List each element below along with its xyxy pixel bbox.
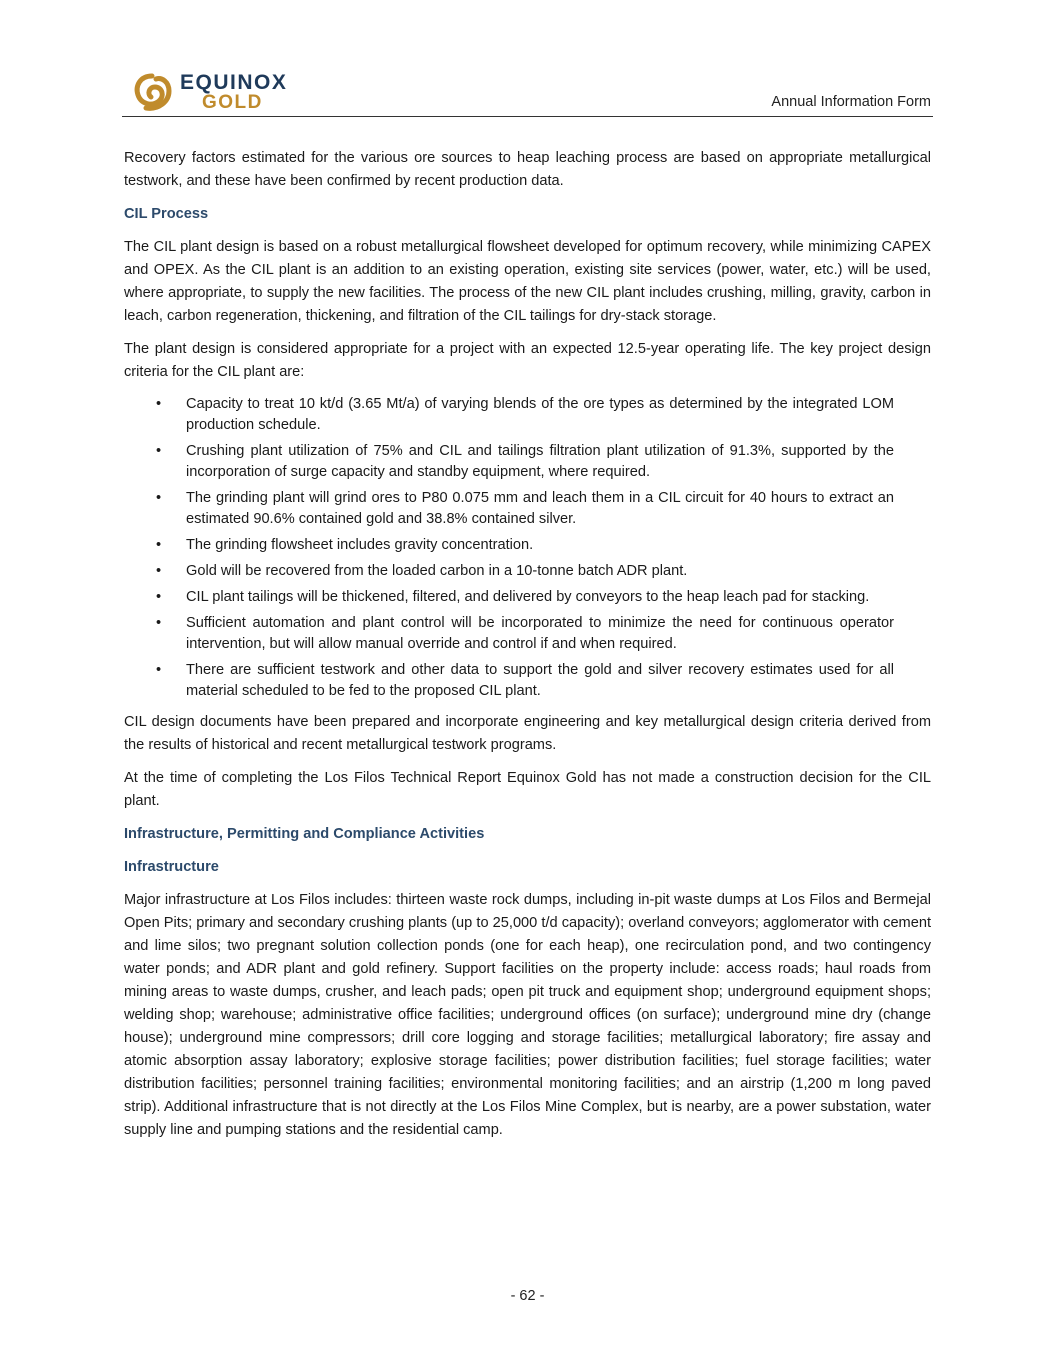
list-item-text: The grinding plant will grind ores to P80 0.075 mm and leach them in a CIL circuit for 40 hours to extract an estimated 90.6% contained gold and 38.8% contained silver. [186,490,894,527]
page-header [122,68,933,117]
heading-cil-process: CIL Process [124,206,209,222]
design-criteria-list [124,394,931,702]
paragraph-major-infrastructure: Major infrastructure at Los Filos includes: thirteen waste rock dumps, including in-pit waste dumps at Los Filos and Bermejal Open Pits; primary and secondary crushing plants (up to 25,000 t/d capacity); overland conveyors; agglomerator with cement and lime silos; two pregnant solution collection ponds (one for each heap), one recirculation pond, and two contingency water ponds; and ADR plant and gold refinery. Support facilities on the property include: access roads; haul roads from mining areas to waste dumps, crusher, and leach pads; open pit truck and equipment shop; underground equipment shops; welding shop; warehouse; administrative office facilities; underground offices (on surface); underground mine dry (change house); underground mine compressors; drill core logging and storage facilities; metallurgical laboratory; fire assay and atomic absorption assay laboratory; explosive storage facilities; power distribution facilities; fuel storage facilities; water distribution facilities; personnel training facilities; environmental monitoring facilities; and an airstrip (1,200 m long paved strip). Additional infrastructure that is not directly at the Los Filos Mine Complex, but is nearby, are a power substation, water supply line and pumping stations and the residential camp. [124,892,931,1138]
list-item-text: Sufficient automation and plant control will be incorporated to minimize the need for continuous operator intervention, but will allow manual override and control if and when required. [186,615,894,652]
paragraph-cil-documents: CIL design documents have been prepared and incorporate engineering and key metallurgical design criteria derived from the results of historical and recent metallurgical testwork programs. [124,714,931,753]
bullet-icon: • [156,537,162,553]
list-item-text: CIL plant tailings will be thickened, filtered, and delivered by conveyors to the heap leach pad for stacking. [186,589,870,605]
logo-swirl-icon [132,72,174,112]
heading-infrastructure: Infrastructure [124,859,219,875]
bullet-icon: • [156,615,162,631]
paragraph-cil-design: The CIL plant design is based on a robust metallurgical flowsheet developed for optimum recovery, while minimizing CAPEX and OPEX. As the CIL plant is an addition to an existing operation, existing site services (power, water, etc.) will be used, where appropriate, to supply the new facilities. The process of the new CIL plant includes crushing, milling, gravity, carbon in leach, carbon regeneration, thickening, and filtration of the CIL tailings for dry-stack storage. [124,239,931,324]
bullet-icon: • [156,490,162,506]
list-item [156,535,894,556]
list-item [156,561,894,582]
document-title: Annual Information Form [771,94,931,110]
page-number: - 62 - [510,1288,545,1304]
bullet-icon: • [156,662,162,678]
equinox-gold-logo [132,68,312,114]
list-item [156,441,894,483]
list-item [156,587,894,608]
list-item-text: There are sufficient testwork and other data to support the gold and silver recovery estimates used for all material scheduled to be fed to the proposed CIL plant. [186,662,894,699]
list-item [156,660,894,702]
list-item [156,394,894,436]
logo-text-gold: GOLD [202,92,263,113]
bullet-icon: • [156,396,162,412]
bullet-icon: • [156,443,162,459]
logo-text-equinox: EQUINOX [180,71,288,94]
paragraph-recovery-factors: Recovery factors estimated for the various ore sources to heap leaching process are based on appropriate metallurgical testwork, and these have been confirmed by recent production data. [124,150,931,189]
list-item-text: The grinding flowsheet includes gravity concentration. [186,537,534,553]
list-item-text: Capacity to treat 10 kt/d (3.65 Mt/a) of varying blends of the ore types as determined by the integrated LOM production schedule. [186,396,894,433]
list-item-text: Gold will be recovered from the loaded carbon in a 10-tonne batch ADR plant. [186,563,688,579]
paragraph-plant-design: The plant design is considered appropriate for a project with an expected 12.5-year operating life. The key project design criteria for the CIL plant are: [124,341,931,380]
list-item-text: Crushing plant utilization of 75% and CIL and tailings filtration plant utilization of 91.3%, supported by the incorporation of surge capacity and standby equipment, where required. [186,443,894,480]
paragraph-construction-decision: At the time of completing the Los Filos Technical Report Equinox Gold has not made a construction decision for the CIL plant. [124,770,931,809]
bullet-icon: • [156,563,162,579]
heading-infrastructure-permitting: Infrastructure, Permitting and Compliance Activities [124,826,485,842]
bullet-icon: • [156,589,162,605]
page-body [124,147,931,1152]
list-item [156,488,894,530]
list-item [156,613,894,655]
